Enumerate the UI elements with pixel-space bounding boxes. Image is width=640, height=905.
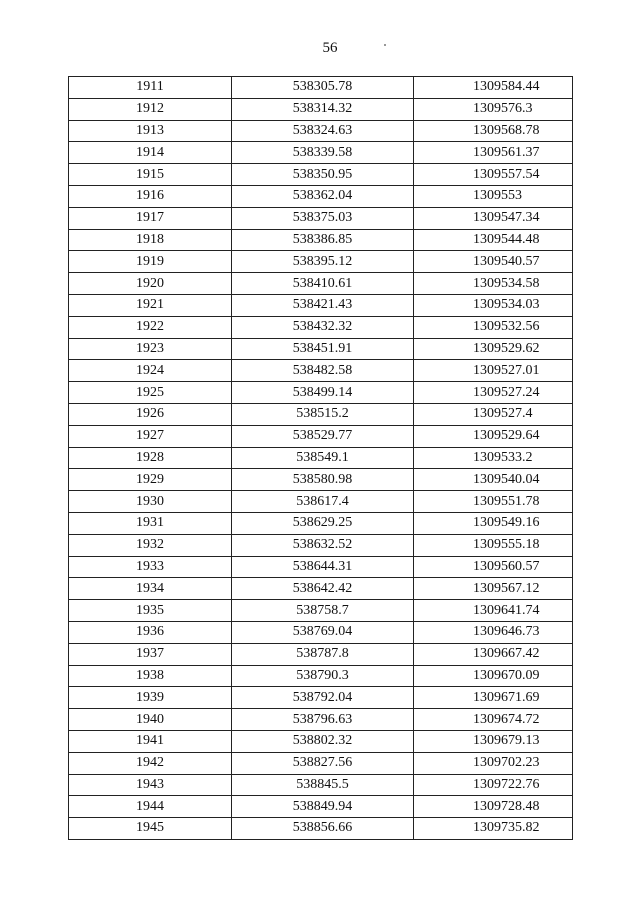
point-number-cell: 1925 (69, 382, 232, 404)
table-row (69, 251, 414, 273)
table-row (413, 425, 573, 447)
point-number-cell: 1940 (69, 709, 232, 731)
x-coordinate-cell: 538802.32 (232, 730, 414, 752)
y-coordinate-cell: 1309671.69 (413, 687, 573, 709)
table-row (413, 294, 573, 316)
table-row (413, 796, 573, 818)
point-number-cell: 1939 (69, 687, 232, 709)
x-coordinate-cell: 538769.04 (232, 621, 414, 643)
coordinate-table-y-body (413, 77, 573, 840)
y-coordinate-cell: 1309702.23 (413, 752, 573, 774)
coordinate-table-y-grid (413, 76, 573, 840)
table-row (413, 556, 573, 578)
table-row (413, 360, 573, 382)
table-row (413, 98, 573, 120)
table-row (69, 338, 414, 360)
x-coordinate-cell: 538432.32 (232, 316, 414, 338)
table-row (69, 273, 414, 295)
scan-speck (384, 44, 386, 46)
table-row (413, 403, 573, 425)
y-coordinate-cell: 1309544.48 (413, 229, 573, 251)
table-row (69, 142, 414, 164)
x-coordinate-cell: 538314.32 (232, 98, 414, 120)
table-row (69, 98, 414, 120)
x-coordinate-cell: 538856.66 (232, 818, 414, 840)
y-coordinate-cell: 1309674.72 (413, 709, 573, 731)
table-row (69, 621, 414, 643)
table-row (69, 730, 414, 752)
y-coordinate-cell: 1309534.03 (413, 294, 573, 316)
x-coordinate-cell: 538644.31 (232, 556, 414, 578)
table-row (69, 818, 414, 840)
x-coordinate-cell: 538421.43 (232, 294, 414, 316)
point-number-cell: 1945 (69, 818, 232, 840)
point-number-cell: 1917 (69, 207, 232, 229)
table-row (413, 251, 573, 273)
table-row (69, 294, 414, 316)
y-coordinate-cell: 1309735.82 (413, 818, 573, 840)
y-coordinate-cell: 1309555.18 (413, 534, 573, 556)
x-coordinate-cell: 538395.12 (232, 251, 414, 273)
coordinate-table (68, 76, 413, 840)
point-number-cell: 1914 (69, 142, 232, 164)
x-coordinate-cell: 538499.14 (232, 382, 414, 404)
y-coordinate-cell: 1309560.57 (413, 556, 573, 578)
table-row (413, 447, 573, 469)
table-row (69, 185, 414, 207)
x-coordinate-cell: 538305.78 (232, 77, 414, 99)
point-number-cell: 1933 (69, 556, 232, 578)
y-coordinate-cell: 1309728.48 (413, 796, 573, 818)
table-row (413, 491, 573, 513)
point-number-cell: 1934 (69, 578, 232, 600)
table-row (69, 534, 414, 556)
x-coordinate-cell: 538482.58 (232, 360, 414, 382)
x-coordinate-cell: 538617.4 (232, 491, 414, 513)
table-row (413, 818, 573, 840)
x-coordinate-cell: 538796.63 (232, 709, 414, 731)
table-row (69, 469, 414, 491)
table-row (413, 120, 573, 142)
point-number-cell: 1916 (69, 185, 232, 207)
point-number-cell: 1938 (69, 665, 232, 687)
table-row (413, 774, 573, 796)
y-coordinate-cell: 1309527.01 (413, 360, 573, 382)
table-row (69, 752, 414, 774)
point-number-cell: 1922 (69, 316, 232, 338)
point-number-cell: 1928 (69, 447, 232, 469)
x-coordinate-cell: 538790.3 (232, 665, 414, 687)
table-row (69, 77, 414, 99)
x-coordinate-cell: 538410.61 (232, 273, 414, 295)
y-coordinate-cell: 1309561.37 (413, 142, 573, 164)
table-row (413, 687, 573, 709)
x-coordinate-cell: 538375.03 (232, 207, 414, 229)
table-row (69, 403, 414, 425)
y-coordinate-cell: 1309641.74 (413, 600, 573, 622)
table-row (69, 774, 414, 796)
coordinate-table-grid (68, 76, 414, 840)
x-coordinate-cell: 538642.42 (232, 578, 414, 600)
y-coordinate-cell: 1309670.09 (413, 665, 573, 687)
table-row (69, 447, 414, 469)
x-coordinate-cell: 538386.85 (232, 229, 414, 251)
point-number-cell: 1930 (69, 491, 232, 513)
table-row (69, 687, 414, 709)
table-row (413, 77, 573, 99)
x-coordinate-cell: 538451.91 (232, 338, 414, 360)
y-coordinate-cell: 1309722.76 (413, 774, 573, 796)
table-row (413, 730, 573, 752)
point-number-cell: 1941 (69, 730, 232, 752)
x-coordinate-cell: 538580.98 (232, 469, 414, 491)
y-coordinate-cell: 1309527.24 (413, 382, 573, 404)
point-number-cell: 1913 (69, 120, 232, 142)
table-row (413, 316, 573, 338)
x-coordinate-cell: 538849.94 (232, 796, 414, 818)
table-row (69, 360, 414, 382)
y-coordinate-cell: 1309679.13 (413, 730, 573, 752)
y-coordinate-cell: 1309534.58 (413, 273, 573, 295)
x-coordinate-cell: 538758.7 (232, 600, 414, 622)
y-coordinate-cell: 1309532.56 (413, 316, 573, 338)
table-row (69, 643, 414, 665)
point-number-cell: 1912 (69, 98, 232, 120)
y-coordinate-cell: 1309576.3 (413, 98, 573, 120)
x-coordinate-cell: 538350.95 (232, 164, 414, 186)
table-row (413, 600, 573, 622)
table-row (69, 382, 414, 404)
table-row (413, 273, 573, 295)
table-row (413, 752, 573, 774)
point-number-cell: 1942 (69, 752, 232, 774)
point-number-cell: 1937 (69, 643, 232, 665)
y-coordinate-cell: 1309568.78 (413, 120, 573, 142)
table-row (69, 578, 414, 600)
point-number-cell: 1926 (69, 403, 232, 425)
table-row (413, 578, 573, 600)
y-coordinate-cell: 1309584.44 (413, 77, 573, 99)
table-row (413, 643, 573, 665)
table-row (413, 382, 573, 404)
point-number-cell: 1944 (69, 796, 232, 818)
y-coordinate-cell: 1309551.78 (413, 491, 573, 513)
point-number-cell: 1920 (69, 273, 232, 295)
table-row (69, 796, 414, 818)
table-row (413, 229, 573, 251)
x-coordinate-cell: 538362.04 (232, 185, 414, 207)
x-coordinate-cell: 538827.56 (232, 752, 414, 774)
table-row (413, 621, 573, 643)
point-number-cell: 1915 (69, 164, 232, 186)
table-row (69, 600, 414, 622)
coordinate-table-body (69, 77, 414, 840)
y-coordinate-cell: 1309567.12 (413, 578, 573, 600)
table-row (69, 164, 414, 186)
table-row (69, 425, 414, 447)
table-row (413, 469, 573, 491)
table-row (69, 556, 414, 578)
point-number-cell: 1931 (69, 512, 232, 534)
table-row (69, 207, 414, 229)
table-row (413, 164, 573, 186)
y-coordinate-cell: 1309527.4 (413, 403, 573, 425)
table-row (69, 316, 414, 338)
y-coordinate-cell: 1309646.73 (413, 621, 573, 643)
point-number-cell: 1932 (69, 534, 232, 556)
point-number-cell: 1929 (69, 469, 232, 491)
table-row (413, 512, 573, 534)
table-row (413, 185, 573, 207)
y-coordinate-cell: 1309557.54 (413, 164, 573, 186)
point-number-cell: 1918 (69, 229, 232, 251)
y-coordinate-cell: 1309533.2 (413, 447, 573, 469)
coordinate-table-y-column (413, 76, 573, 840)
x-coordinate-cell: 538787.8 (232, 643, 414, 665)
point-number-cell: 1935 (69, 600, 232, 622)
table-row (69, 120, 414, 142)
table-row (69, 665, 414, 687)
x-coordinate-cell: 538529.77 (232, 425, 414, 447)
table-row (69, 512, 414, 534)
table-row (69, 229, 414, 251)
x-coordinate-cell: 538845.5 (232, 774, 414, 796)
y-coordinate-cell: 1309549.16 (413, 512, 573, 534)
y-coordinate-cell: 1309540.04 (413, 469, 573, 491)
x-coordinate-cell: 538324.63 (232, 120, 414, 142)
x-coordinate-cell: 538339.58 (232, 142, 414, 164)
x-coordinate-cell: 538632.52 (232, 534, 414, 556)
y-coordinate-cell: 1309529.62 (413, 338, 573, 360)
x-coordinate-cell: 538549.1 (232, 447, 414, 469)
y-coordinate-cell: 1309553 (413, 185, 573, 207)
table-row (69, 709, 414, 731)
x-coordinate-cell: 538515.2 (232, 403, 414, 425)
y-coordinate-cell: 1309540.57 (413, 251, 573, 273)
y-coordinate-cell: 1309667.42 (413, 643, 573, 665)
point-number-cell: 1927 (69, 425, 232, 447)
point-number-cell: 1911 (69, 77, 232, 99)
x-coordinate-cell: 538629.25 (232, 512, 414, 534)
table-row (413, 207, 573, 229)
point-number-cell: 1923 (69, 338, 232, 360)
table-row (413, 534, 573, 556)
y-coordinate-cell: 1309529.64 (413, 425, 573, 447)
table-row (413, 142, 573, 164)
table-row (413, 709, 573, 731)
table-row (413, 338, 573, 360)
point-number-cell: 1921 (69, 294, 232, 316)
point-number-cell: 1936 (69, 621, 232, 643)
point-number-cell: 1924 (69, 360, 232, 382)
x-coordinate-cell: 538792.04 (232, 687, 414, 709)
y-coordinate-cell: 1309547.34 (413, 207, 573, 229)
point-number-cell: 1919 (69, 251, 232, 273)
table-row (69, 491, 414, 513)
table-row (413, 665, 573, 687)
page-number: 56 (322, 40, 338, 56)
point-number-cell: 1943 (69, 774, 232, 796)
